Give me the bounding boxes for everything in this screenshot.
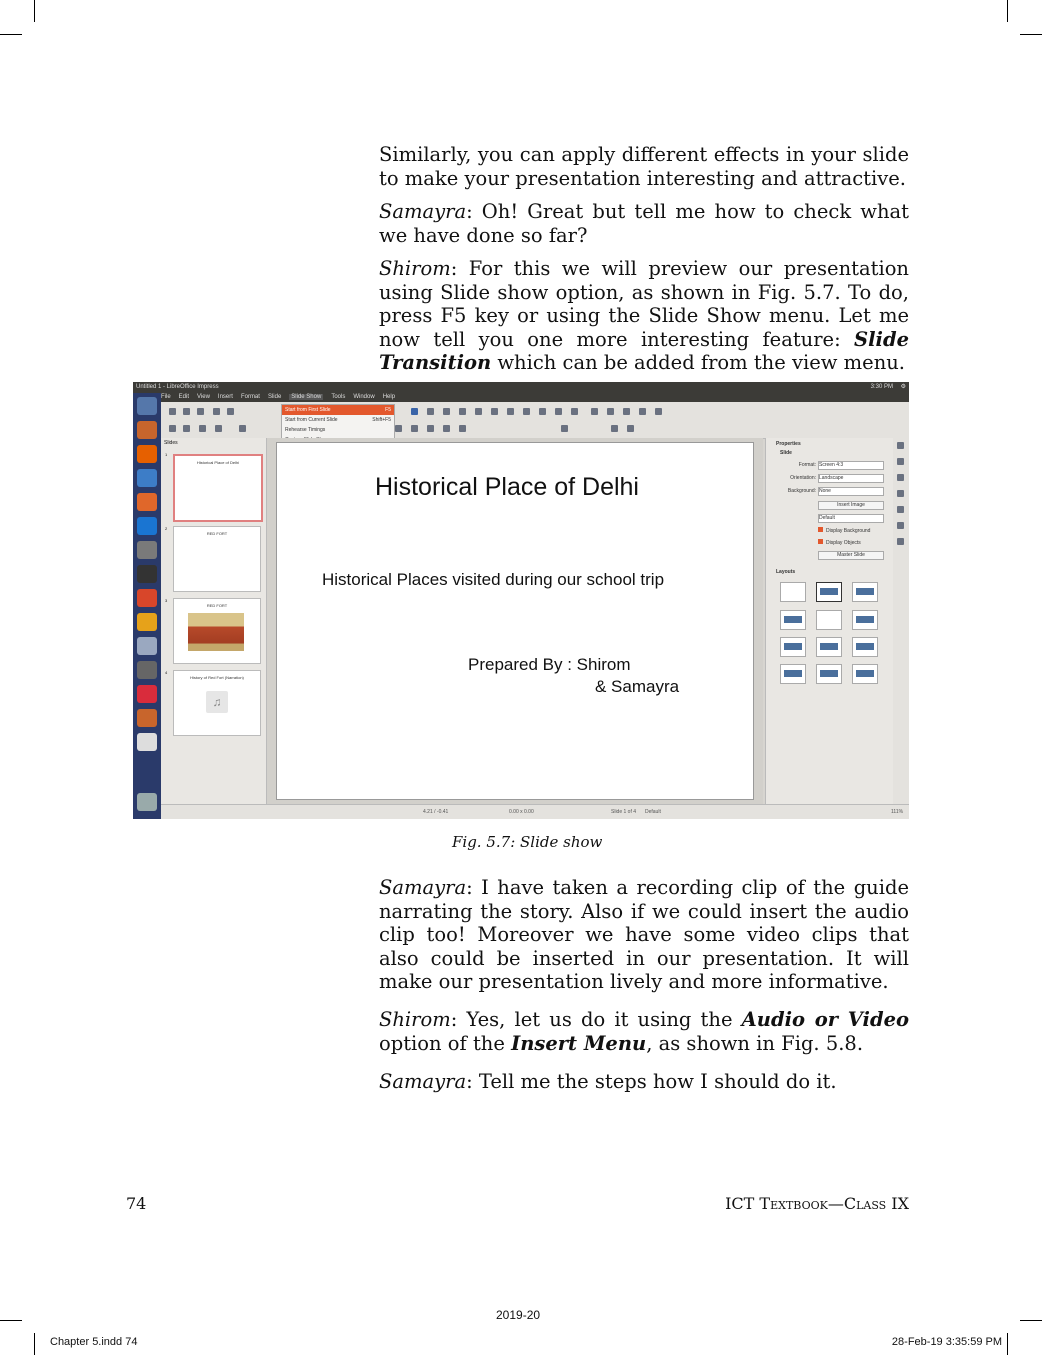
menu-option-label: Start from First Slide [285,407,331,413]
menu-item[interactable]: Format [240,394,260,400]
speaker-name: Shirom [379,1008,451,1031]
menu-item[interactable]: File [161,394,171,400]
toolbar-icon[interactable] [427,408,434,415]
camera-icon[interactable] [137,661,157,679]
gear-icon[interactable]: ⚙ [900,384,906,390]
background-label: Background: [787,488,816,494]
navigator-tab-icon[interactable] [897,538,904,545]
layout-option[interactable] [780,637,806,657]
styles-tab-icon[interactable] [897,506,904,513]
book-title: ICT Textbook—Class IX [725,1194,909,1213]
background-select[interactable] [818,487,884,496]
paragraph-intro: Similarly, you can apply different effects in your slide to make your presentation interesting and attractive. [379,143,909,190]
slide-thumbnail[interactable] [173,670,261,736]
thumbnail-title: Historical Place of Delhi [196,460,240,465]
dialogue-text: : Yes, let us do it using the [450,1008,742,1031]
gallery-tab-icon[interactable] [897,522,904,529]
menu-item[interactable]: Insert [217,394,233,400]
slide-prepared-by: Prepared By : Shirom [468,655,631,674]
layout-option[interactable] [780,664,806,684]
toolbar-icon[interactable] [459,425,466,432]
audio-icon: ♫ [206,691,228,713]
slide-title: Historical Place of Delhi [375,473,639,501]
speaker-name: Samayra [379,200,467,223]
cloud-icon[interactable] [137,637,157,655]
section-layouts: Layouts [776,569,796,575]
master-slides-tab-icon[interactable] [897,490,904,497]
toolbar-icon[interactable] [213,408,220,415]
menu-item[interactable]: View [197,394,210,400]
software-center-icon[interactable] [137,493,157,511]
slide-canvas[interactable] [276,442,754,800]
dialogue-text: option of the [379,1031,512,1055]
slide-number: 2 [165,526,168,531]
toolbar-icon[interactable] [611,425,618,432]
firefox-icon[interactable] [137,445,157,463]
toolbar-icon[interactable] [169,425,176,432]
toolbar-icon[interactable] [459,408,466,415]
window-titlebar [133,382,909,393]
menu-option[interactable] [282,425,394,435]
slide-subtitle: Historical Places visited during our school trip [322,570,665,589]
red-fort-image [188,613,244,651]
format-label: Format: [798,462,816,468]
figure-caption: Fig. 5.7: Slide show [452,833,603,851]
slide-number: 3 [165,598,168,603]
crop-mark [1020,1320,1042,1321]
toolbar-icon[interactable] [639,408,646,415]
speaker-name: Samayra [379,1070,467,1093]
paragraph-samayra-2 [379,876,909,994]
game-icon[interactable] [137,589,157,607]
toolbar [161,402,909,439]
paragraph-samayra-1 [379,200,909,247]
files-icon[interactable] [137,421,157,439]
thunderbird-icon[interactable] [137,469,157,487]
record-icon[interactable] [137,685,157,703]
teamviewer-icon[interactable] [137,517,157,535]
layout-option[interactable] [816,637,842,657]
layout-option[interactable] [852,637,878,657]
paragraph-samayra-3 [379,1070,909,1094]
menu-item[interactable]: Slide [267,394,282,400]
status-zoom[interactable]: 111% [891,809,904,815]
menu-item[interactable]: Tools [331,394,346,400]
toolbar-icon[interactable] [475,408,482,415]
background-value: None [819,488,831,494]
toolbar-icon[interactable] [607,408,614,415]
menu-option-label: Start from Current Slide [285,417,338,423]
toolbar-icon[interactable] [183,408,190,415]
master-value: Default [819,515,835,521]
dialogue-text: : For this we will preview our presentation using Slide show option, as shown in Fig. 5.7. To do, press F5 key or using the Slide Show menu. Let me now tell you one more interesting feature: [379,257,909,351]
toolbar-icon[interactable] [427,425,434,432]
menu-option-shortcut: F5 [385,407,391,413]
print-year: 2019-20 [496,1308,541,1322]
orientation-select[interactable] [818,474,884,483]
emphasis-term: Slide Transition [379,327,909,374]
crop-mark [0,34,22,35]
toolbar-icon[interactable] [555,408,562,415]
animation-tab-icon[interactable] [897,474,904,481]
ubuntu-launcher [133,393,161,819]
crop-mark [1007,1333,1008,1355]
slide-number: 4 [165,670,168,675]
status-slide: Slide 1 of 4 [611,809,637,815]
emphasis-term: Insert Menu [511,1031,647,1055]
dialogue-text: , as shown in Fig. 5.8. [646,1031,864,1055]
toolbar-icon[interactable] [507,408,514,415]
toolbar-icon[interactable] [591,408,598,415]
speaker-name: Shirom [379,257,451,280]
toolbar-icon[interactable] [411,425,418,432]
slide-transition-tab-icon[interactable] [897,458,904,465]
menu-option[interactable] [282,415,394,425]
impress-icon[interactable] [137,709,157,727]
thumbnail-title: RED FORT [206,603,228,608]
menu-option-label: Rehearse Timings [285,427,326,433]
layout-option[interactable] [852,610,878,630]
window-title: Untitled 1 - LibreOffice Impress [136,384,219,390]
toolbar-icon[interactable] [395,425,402,432]
status-bar [161,804,909,819]
toolbar-icon[interactable] [523,408,530,415]
slides-panel-title: Slides [164,440,178,446]
status-position: 4.21 / -0.41 [423,809,449,815]
display-background-label: Display Background [826,528,871,534]
slide-thumbnail[interactable] [173,454,263,522]
menu-option[interactable] [282,405,394,415]
terminal-icon[interactable] [137,565,157,583]
thumbnail-title: RED FORT [206,531,228,536]
slide-number: 1 [165,452,168,457]
toolbar-icon[interactable] [561,425,568,432]
menu-option-shortcut: Shift+F5 [372,417,391,423]
properties-header: Properties [776,441,801,447]
dialogue-text: : I have taken a recording clip of the guide narrating the story. Also if we could insert the audio clip too! Moreover we have some video clips that also could be inserted in our presentation. It will make our presentation lively and more informative. [379,876,909,993]
menu-item[interactable]: Help [382,394,396,400]
dialogue-text: : Oh! Great but tell me how to check what we have done so far? [379,200,909,247]
layout-option[interactable] [816,582,842,602]
indd-filename: Chapter 5.indd 74 [50,1336,138,1348]
music-icon[interactable] [137,613,157,631]
slide-prepared-by-2: & Samayra [595,677,680,696]
toolbar-icon[interactable] [443,425,450,432]
paragraph-shirom-2 [379,1008,909,1055]
crop-mark [34,1333,35,1355]
insert-image-label: Insert Image [837,502,865,508]
master-select[interactable] [818,514,884,523]
layout-option[interactable] [780,610,806,630]
status-size: 0.00 x 0.00 [509,809,534,815]
toolbar-icon[interactable] [623,408,630,415]
toolbar-icon[interactable] [655,408,662,415]
slide-edit-area [267,438,763,804]
toolbar-icon[interactable] [627,425,634,432]
section-slide: Slide [780,450,792,456]
page-number: 74 [126,1194,147,1213]
insert-image-button[interactable] [818,501,884,510]
display-background-checkbox[interactable] [818,527,870,534]
toolbar-icon[interactable] [491,408,498,415]
menu-item[interactable]: Edit [178,394,190,400]
trash-icon[interactable] [137,793,157,811]
format-select[interactable] [818,461,884,470]
dash-icon[interactable] [137,397,157,415]
crop-mark [34,0,35,22]
editor-icon[interactable] [137,733,157,751]
master-slide-button[interactable] [818,551,884,560]
layout-option[interactable] [852,582,878,602]
orientation-label: Orientation: [790,475,816,481]
layout-option[interactable] [816,664,842,684]
master-slide-label: Master Slide [837,552,865,558]
format-value: Screen 4:3 [819,462,844,468]
toolbar-icon[interactable] [239,425,246,432]
toolbar-icon[interactable] [183,425,190,432]
image-viewer-icon[interactable] [137,541,157,559]
orientation-value: Landscape [819,475,844,481]
sidebar-tabs [893,438,909,804]
toolbar-icon[interactable] [215,425,222,432]
crop-mark [1020,34,1042,35]
status-master: Default [645,809,661,815]
paragraph-shirom-1 [379,257,909,375]
speaker-name: Samayra [379,876,467,899]
print-timestamp: 28-Feb-19 3:35:59 PM [891,1336,1002,1348]
toolbar-icon[interactable] [227,408,234,415]
dialogue-text: : Tell me the steps how I should do it. [466,1070,837,1093]
toolbar-icon[interactable] [539,408,546,415]
toolbar-icon[interactable] [571,408,578,415]
toolbar-icon[interactable] [169,408,176,415]
crop-mark [1007,0,1008,22]
toolbar-icon[interactable] [411,408,418,415]
display-objects-checkbox[interactable] [818,539,861,546]
clock: 3:30 PM [870,384,893,390]
properties-sidebar [765,438,894,804]
menu-item[interactable]: Window [353,394,375,400]
crop-mark [0,1320,22,1321]
slides-panel [161,438,267,804]
figure-screenshot [133,382,909,819]
layout-option[interactable] [780,582,806,602]
thumbnail-title: History of Red Fort (Narration) [190,675,244,680]
slide-thumbnail[interactable] [173,526,261,592]
properties-tab-icon[interactable] [897,442,904,449]
slide-thumbnail[interactable] [173,598,261,664]
menu-bar [161,393,909,402]
toolbar-icon[interactable] [197,408,204,415]
toolbar-icon[interactable] [199,425,206,432]
menu-item[interactable]: Slide Show [291,394,322,400]
toolbar-icon[interactable] [443,408,450,415]
dialogue-text: which can be added from the view menu. [491,351,906,374]
layout-option[interactable] [852,664,878,684]
emphasis-term: Audio or Video [741,1008,909,1031]
display-objects-label: Display Objects [826,540,861,546]
layout-option[interactable] [816,610,842,630]
